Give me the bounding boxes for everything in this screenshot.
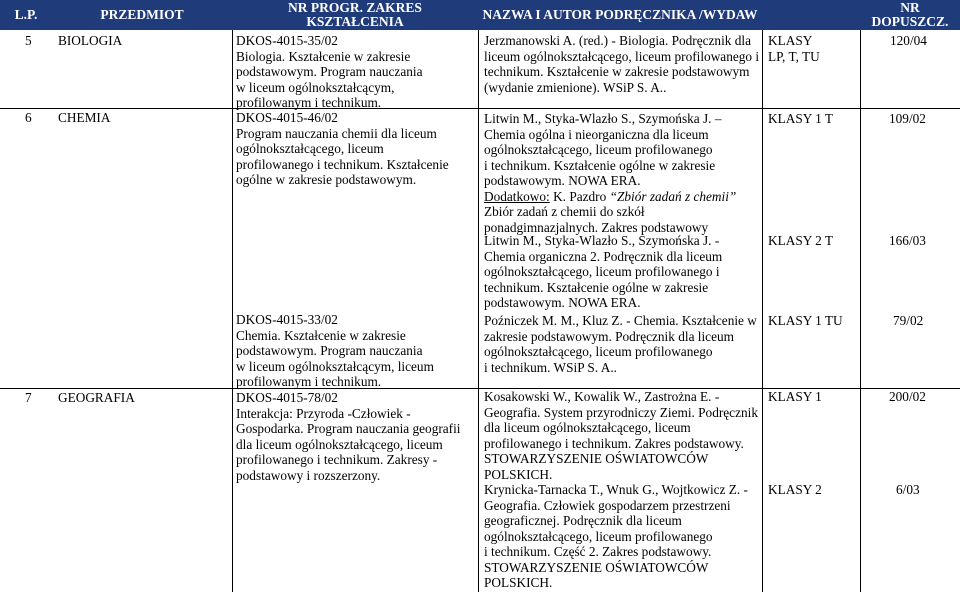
program-text: ogólnokształcącego, liceum	[236, 141, 384, 156]
textbook-text: technikum. Kształcenie w zakresie podstawowym	[484, 64, 750, 79]
textbook-text: ogólnokształcącego, liceum profilowanego	[484, 528, 713, 544]
header-lp: L.P.	[0, 0, 52, 30]
textbook-text: dla liceum ogólnokształcącego, liceum	[484, 420, 691, 435]
textbook-text: i technikum. WSiP S. A..	[484, 359, 617, 375]
approval-number: 166/03	[889, 233, 926, 248]
header-textbook: NAZWA I AUTOR PODRĘCZNIKA /WYDAW	[478, 0, 762, 30]
textbook-text: Zbiór zadań z chemii do szkół	[484, 204, 645, 219]
textbook-text: podstawowym. NOWA ERA.	[484, 295, 641, 310]
textbook-text: Geografia. System przyrodniczy Ziemi. Podręcznik	[484, 404, 758, 420]
textbook-text: STOWARZYSZENIE OŚWIATOWCÓW	[484, 451, 709, 466]
classes-text: KLASY 1 TU	[768, 313, 843, 328]
program-text: podstawowym. Program nauczania	[236, 343, 423, 358]
row-subject: CHEMIA	[58, 110, 111, 125]
textbook-text: Poźniczek M. M., Kluz Z. - Chemia. Kształcenie w	[484, 313, 757, 328]
textbook-text: Jerzmanowski A. (red.) - Biologia. Podręcznik dla	[484, 33, 751, 48]
textbook-text: technikum. Kształcenie ogólne w zakresie	[484, 279, 709, 295]
program-text: w liceum ogólnokształcącym, liceum	[236, 358, 434, 374]
classes-text: LP, T, TU	[768, 48, 820, 64]
classes-text: KLASY 1	[768, 389, 822, 404]
textbook-text: ogólnokształcącego, liceum profilowanego	[484, 142, 713, 157]
program-text: ogólne w zakresie podstawowym.	[236, 172, 417, 187]
textbook-text: profilowanego i technikum. Zakres podstawowy.	[484, 435, 744, 451]
additional-author: K. Pazdro	[549, 188, 607, 204]
column-divider	[762, 30, 763, 592]
textbook-text: i technikum. Część 2. Zakres podstawowy.	[484, 544, 712, 559]
program-text: podstawowym. Program nauczania	[236, 64, 423, 79]
row-subject: BIOLOGIA	[58, 33, 123, 48]
additional-title: “Zbiór zadań z chemii”	[606, 188, 737, 204]
row-lp: 5	[25, 33, 32, 48]
textbook-text: geograficznej. Podręcznik dla liceum	[484, 513, 682, 528]
header-program: NR PROGR. ZAKRES KSZTAŁCENIA	[232, 0, 478, 30]
approval-number: 120/04	[890, 33, 927, 48]
classes-text: KLASY 2 T	[768, 233, 834, 248]
textbook-text: Krynicka-Tarnacka T., Wnuk G., Wojtkowicz Z. -	[484, 482, 748, 497]
row-lp: 6	[25, 110, 32, 125]
classes-text: KLASY 1 T	[768, 111, 834, 126]
textbook-text: Chemia organiczna 2. Podręcznik dla liceum	[484, 248, 723, 264]
program-text: Chemia. Kształcenie w zakresie	[236, 327, 406, 343]
program-code: DKOS-4015-46/02	[236, 110, 338, 125]
textbook-text: STOWARZYSZENIE OŚWIATOWCÓW	[484, 559, 709, 575]
program-text: profilowanego i technikum. Zakresy -	[236, 452, 438, 467]
program-text: Program nauczania chemii dla liceum	[236, 125, 437, 141]
textbook-text: Litwin M., Styka-Wlazło S., Szymońska J. –	[484, 111, 722, 126]
textbook-text: (wydanie zmienione). WSiP S. A..	[484, 79, 667, 95]
header-classes	[762, 0, 860, 30]
textbook-text: liceum ogólnokształcącego, liceum profilowanego i	[484, 48, 760, 64]
textbook-text: Litwin M., Styka-Wlazło S., Szymońska J. -	[484, 233, 720, 248]
column-divider	[860, 30, 861, 592]
column-divider	[232, 30, 233, 592]
textbook-text: ogólnokształcącego, liceum profilowanego	[484, 344, 713, 359]
approval-number: 200/02	[889, 389, 926, 404]
program-code: DKOS-4015-33/02	[236, 312, 338, 327]
program-text: w liceum ogólnokształcącym,	[236, 79, 395, 95]
approval-number: 79/02	[893, 313, 924, 328]
textbook-text: Kosakowski W., Kowalik W., Zastrożna E. -	[484, 389, 720, 404]
program-text: Gospodarka. Program nauczania geografii	[236, 421, 461, 436]
textbook-text: podstawowym. NOWA ERA.	[484, 173, 641, 188]
column-divider	[478, 30, 479, 592]
header-subject: PRZEDMIOT	[52, 0, 232, 30]
row-lp: 7	[25, 390, 32, 405]
textbook-text: zakresie podstawowym. Podręcznik dla liceum	[484, 328, 734, 344]
program-text: profilowanego i technikum. Kształcenie	[236, 156, 449, 172]
row-subject: GEOGRAFIA	[58, 390, 135, 405]
classes-text: KLASY 2	[768, 482, 822, 497]
textbook-additional	[484, 189, 736, 205]
approval-number: 6/03	[896, 482, 920, 497]
textbook-text: POLSKICH.	[484, 575, 553, 590]
program-text: profilowanym i technikum.	[236, 374, 382, 389]
textbook-text: ponadgimnazjalnych. Zakres podstawowy	[484, 219, 709, 235]
program-code: DKOS-4015-78/02	[236, 390, 338, 405]
additional-label: Dodatkowo:	[484, 188, 550, 204]
row-divider	[0, 108, 960, 109]
textbook-text: i technikum. Kształcenie ogólne w zakresie	[484, 157, 716, 173]
classes-text: KLASY	[768, 33, 813, 48]
program-text: Interakcja: Przyroda -Człowiek -	[236, 405, 411, 421]
program-code: DKOS-4015-35/02	[236, 33, 338, 48]
program-text: Biologia. Kształcenie w zakresie	[236, 48, 411, 64]
textbook-text: ogólnokształcącego, liceum profilowanego i	[484, 264, 720, 279]
header-nr: NR DOPUSZCZ.	[860, 0, 960, 30]
textbook-text: Geografia. Człowiek gospodarzem przestrzeni	[484, 497, 731, 513]
program-text: podstawowy i rozszerzony.	[236, 467, 381, 483]
textbook-text: Chemia ogólna i nieorganiczna dla liceum	[484, 126, 709, 142]
approval-number: 109/02	[889, 111, 926, 126]
program-text: dla liceum ogólnokształcącego, liceum	[236, 436, 443, 452]
program-text: profilowanym i technikum.	[236, 95, 382, 110]
textbook-text: POLSKICH.	[484, 466, 553, 482]
